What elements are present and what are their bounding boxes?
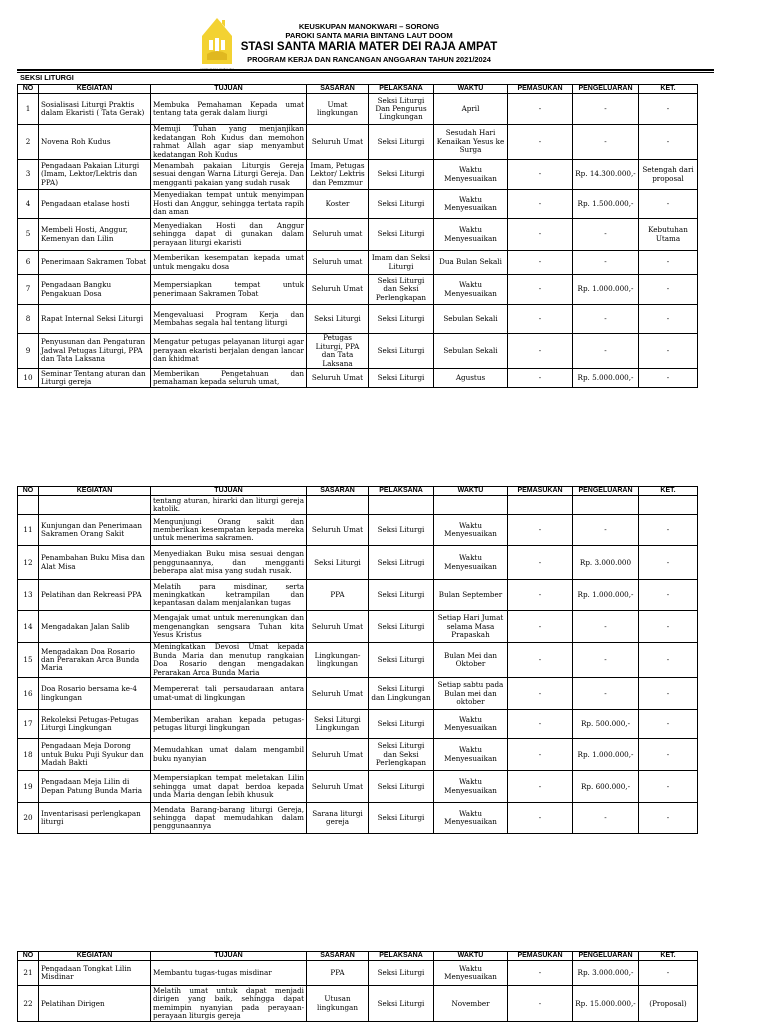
column-header-no: NO: [18, 85, 39, 94]
table-row: [18, 580, 698, 611]
cell-pengeluaran: Rp. 5.000.000,-: [573, 369, 639, 388]
cell-no: 14: [18, 611, 39, 643]
cell-pelaksana: Imam dan Seksi Liturgi: [369, 251, 434, 275]
cell-no: 18: [18, 739, 39, 771]
column-header-waktu: WAKTU: [434, 952, 508, 961]
column-header-pelaksana: PELAKSANA: [369, 952, 434, 961]
cell-ket: -: [639, 275, 698, 305]
cell-waktu: Waktu Menyesuaikan: [434, 771, 508, 803]
cell-kegiatan: Doa Rosario bersama ke-4 lingkungan: [39, 678, 151, 710]
cell-pengeluaran: -: [573, 125, 639, 160]
cell-pelaksana: Seksi Liturgi: [369, 125, 434, 160]
cell-waktu: Waktu Menyesuaikan: [434, 219, 508, 251]
cell-pemasukan: -: [508, 251, 573, 275]
cell-ket: -: [639, 305, 698, 334]
cell-pemasukan: -: [508, 334, 573, 369]
cell-tujuan: Menyediakan Hosti dan Anggur sehingga dapat di gunakan dalam perayaan liturgi ekaristi: [151, 219, 307, 251]
cell-waktu: Waktu Menyesuaikan: [434, 515, 508, 546]
cell-pelaksana: Seksi Liturgi dan Seksi Perlengkapan: [369, 739, 434, 771]
cell-pemasukan: -: [508, 125, 573, 160]
cell-no: 20: [18, 803, 39, 834]
cell-sasaran: Seluruh Umat: [307, 678, 369, 710]
column-header-no: NO: [18, 952, 39, 961]
header-divider-thin: [17, 72, 714, 73]
cell-no: 4: [18, 190, 39, 219]
cell-tujuan: Mempersiapkan tempat untuk penerimaan Sakramen Tobat: [151, 275, 307, 305]
column-header-pengeluaran: PENGELUARAN: [573, 85, 639, 94]
table-row: [18, 546, 698, 580]
column-header-pengeluaran: PENGELUARAN: [573, 487, 639, 496]
cell-no: 7: [18, 275, 39, 305]
cell-sasaran: PPA: [307, 961, 369, 986]
table-row: [18, 160, 698, 190]
cell-no: 5: [18, 219, 39, 251]
parish-name: PAROKI SANTA MARIA BINTANG LAUT DOOM: [285, 31, 453, 41]
cell-pemasukan: -: [508, 580, 573, 611]
cell-ket: -: [639, 678, 698, 710]
cell-sasaran: Petugas Liturgi, PPA dan Tata Laksana: [307, 334, 369, 369]
cell-no: 13: [18, 580, 39, 611]
table-row: [18, 305, 698, 334]
column-header-sasaran: SASARAN: [307, 952, 369, 961]
cell-sasaran: Seluruh Umat: [307, 369, 369, 388]
cell-pemasukan: -: [508, 275, 573, 305]
cell-sasaran: Sarana liturgi gereja: [307, 803, 369, 834]
cell-kegiatan: Rapat Internal Seksi Liturgi: [39, 305, 151, 334]
cell-pengeluaran: Rp. 500.000,-: [573, 710, 639, 739]
cell-pelaksana: Seksi Liturgi: [369, 986, 434, 1022]
cell-tujuan: Meningkatkan Devosi Umat kepada Bunda Maria dan menutup rangkaian Doa Rosario dengan mengadakan Perarakan Arca Bunda Maria: [151, 643, 307, 678]
cell-no: 9: [18, 334, 39, 369]
table-row: [18, 771, 698, 803]
column-header-waktu: WAKTU: [434, 487, 508, 496]
table-row: [18, 611, 698, 643]
cell-tujuan: Mengajak umat untuk merenungkan dan mengenangkan sengsara Tuhan kita Yesus Kristus: [151, 611, 307, 643]
continuation-row: [18, 496, 698, 515]
cell-pelaksana: Seksi Liturgi: [369, 515, 434, 546]
cell-ket: -: [639, 580, 698, 611]
cell-no: 15: [18, 643, 39, 678]
cell-tujuan: Membantu tugas-tugas misdinar: [151, 961, 307, 986]
cell-pengeluaran: Rp. 14.300.000,-: [573, 160, 639, 190]
cell-waktu: Setiap sabtu pada Bulan mei dan oktober: [434, 678, 508, 710]
cell-pengeluaran: -: [573, 643, 639, 678]
column-header-pemasukan: PEMASUKAN: [508, 952, 573, 961]
table-row: [18, 515, 698, 546]
cell-sasaran: Imam, Petugas Lektor/ Lektris dan Pemzmur: [307, 160, 369, 190]
column-header-tujuan: TUJUAN: [151, 85, 307, 94]
cell-pemasukan: -: [508, 305, 573, 334]
cell-ket: -: [639, 369, 698, 388]
cell-pengeluaran: -: [573, 94, 639, 125]
cell-kegiatan: Penambahan Buku Misa dan Alat Misa: [39, 546, 151, 580]
cell-no: 2: [18, 125, 39, 160]
cell-ket: -: [639, 803, 698, 834]
cell-waktu: Sebulan Sekali: [434, 334, 508, 369]
program-table-page-3: [17, 951, 698, 1022]
cell-no: 3: [18, 160, 39, 190]
column-header-pemasukan: PEMASUKAN: [508, 85, 573, 94]
cell-tujuan: Melatih para misdinar, serta meningkatkan ketrampilan dan kepantasan dalam menjalankan tugas: [151, 580, 307, 611]
column-header-kegiatan: KEGIATAN: [39, 952, 151, 961]
cell-sasaran: Lingkungan-lingkungan: [307, 643, 369, 678]
cell-tujuan: Menambah pakaian Liturgis Gereja sesuai dengan Warna Liturgi Gereja. Dan mengganti pakaian yang sudah rusak: [151, 160, 307, 190]
cell-waktu: Bulan September: [434, 580, 508, 611]
cell-waktu: Waktu Menyesuaikan: [434, 803, 508, 834]
column-header-tujuan: TUJUAN: [151, 952, 307, 961]
cell-pemasukan: -: [508, 190, 573, 219]
cell-pelaksana: Seksi Liturgi Dan Pengurus Lingkungan: [369, 94, 434, 125]
cell-pengeluaran: -: [573, 251, 639, 275]
cell-pelaksana: Seksi Liturgi: [369, 710, 434, 739]
document-subtitle: PROGRAM KERJA DAN RANCANGAN ANGGARAN TAHUN 2021/2024: [247, 55, 491, 65]
table-row: [18, 334, 698, 369]
cell-tujuan: Memberikan Pengetahuan dan pemahaman kepada seluruh umat,: [151, 369, 307, 388]
cell-pengeluaran: -: [573, 515, 639, 546]
cell-pemasukan: -: [508, 94, 573, 125]
cell-pemasukan: -: [508, 739, 573, 771]
cell-waktu: Agustus: [434, 369, 508, 388]
cell-pemasukan: -: [508, 643, 573, 678]
program-table-page-1: [17, 84, 698, 388]
cell-no: 6: [18, 251, 39, 275]
cell-pelaksana: Seksi Liturgi: [369, 305, 434, 334]
cell-tujuan: Mengevaluasi Program Kerja dan Membahas segala hal tentang liturgi: [151, 305, 307, 334]
cell-no: 22: [18, 986, 39, 1022]
cell-waktu: Waktu Menyesuaikan: [434, 190, 508, 219]
cell-pengeluaran: -: [573, 803, 639, 834]
table-row: [18, 803, 698, 834]
cell-sasaran: Umat lingkungan: [307, 94, 369, 125]
table-row: [18, 961, 698, 986]
cell-tujuan: Mempersiapkan tempat meletakan Lilin sehingga umat dapat berdoa kepada unda Maria dengan lebih khusuk: [151, 771, 307, 803]
cell-tujuan: Membuka Pemahaman Kepada umat tentang tata gerak dalam liurgi: [151, 94, 307, 125]
cell-sasaran: Utusan lingkungan: [307, 986, 369, 1022]
cell-pelaksana: Seksi Liturgi: [369, 219, 434, 251]
cell-pemasukan: -: [508, 771, 573, 803]
cell-kegiatan: Penyusunan dan Pengaturan Jadwal Petugas Liturgi, PPA dan Tata Laksana: [39, 334, 151, 369]
cell-kegiatan: Membeli Hosti, Anggur, Kemenyan dan Lilin: [39, 219, 151, 251]
cell-pelaksana: Seksi Liturgi: [369, 580, 434, 611]
cell-kegiatan: Pengadaan Tongkat Lilin Misdinar: [39, 961, 151, 986]
cell-sasaran: Seluruh Umat: [307, 125, 369, 160]
cell-waktu: Waktu Menyesuaikan: [434, 739, 508, 771]
cell-sasaran: Seksi Liturgi Lingkungan: [307, 710, 369, 739]
cell-pemasukan: -: [508, 160, 573, 190]
cell-ket: -: [639, 190, 698, 219]
cell-sasaran: PPA: [307, 580, 369, 611]
cell-ket: Setengah dari proposal: [639, 160, 698, 190]
cell-kegiatan: Inventarisasi perlengkapan liturgi: [39, 803, 151, 834]
table-row: [18, 643, 698, 678]
table-header-row: [18, 85, 698, 94]
cell-pengeluaran: Rp. 15.000.000,-: [573, 986, 639, 1022]
column-header-kegiatan: KEGIATAN: [39, 85, 151, 94]
cell-no: 19: [18, 771, 39, 803]
cell-kegiatan: Novena Roh Kudus: [39, 125, 151, 160]
cell-kegiatan: Kunjungan dan Penerimaan Sakramen Orang Sakit: [39, 515, 151, 546]
cell-pengeluaran: Rp. 3.000.000: [573, 546, 639, 580]
cell-pemasukan: -: [508, 369, 573, 388]
table-row: [18, 94, 698, 125]
cell-ket: -: [639, 739, 698, 771]
cell-tujuan: Menyediakan Buku misa sesuai dengan penggunaannya, dan mengganti beberapa alat misa yang sudah rusak.: [151, 546, 307, 580]
cell-tujuan: Mempererat tali persaudaraan antara umat-umat di lingkungan: [151, 678, 307, 710]
column-header-waktu: WAKTU: [434, 85, 508, 94]
table-row: [18, 125, 698, 160]
cell-pemasukan: -: [508, 219, 573, 251]
cell-tujuan: Mengatur petugas pelayanan liturgi agar perayaan ekaristi berjalan dengan lancar dan khidmat: [151, 334, 307, 369]
cell-no: 16: [18, 678, 39, 710]
cell-ket: -: [639, 611, 698, 643]
cell-pemasukan: -: [508, 546, 573, 580]
column-header-sasaran: SASARAN: [307, 85, 369, 94]
cell-ket: Kebutuhan Utama: [639, 219, 698, 251]
cell-pelaksana: Seksi Liturgi: [369, 961, 434, 986]
cell-no: 8: [18, 305, 39, 334]
cell-pengeluaran: Rp. 1.000.000,-: [573, 275, 639, 305]
cell-kegiatan: Pengadaan Meja Dorong untuk Buku Puji Syukur dan Madah Bakti: [39, 739, 151, 771]
cell-tujuan: Mendata Barang-barang liturgi Gereja, sehingga dapat memudahkan dalam penggunaannya: [151, 803, 307, 834]
cell-waktu: Waktu Menyesuaikan: [434, 546, 508, 580]
cell-pelaksana: Seksi Liturgi: [369, 369, 434, 388]
cell-pelaksana: Seksi Liturgi: [369, 643, 434, 678]
column-header-ket: KET.: [639, 952, 698, 961]
cell-sasaran: Seluruh umat: [307, 251, 369, 275]
table-row: [18, 219, 698, 251]
cell-waktu: November: [434, 986, 508, 1022]
cell-pengeluaran: -: [573, 305, 639, 334]
cell-pengeluaran: -: [573, 219, 639, 251]
cell-sasaran: Seluruh Umat: [307, 275, 369, 305]
table-row: [18, 739, 698, 771]
cell-ket: -: [639, 334, 698, 369]
table-header-row: [18, 952, 698, 961]
cell-waktu: Waktu Menyesuaikan: [434, 275, 508, 305]
cell-sasaran: Seluruh Umat: [307, 739, 369, 771]
cell-ket: -: [639, 515, 698, 546]
cell-ket: -: [639, 710, 698, 739]
cell-pemasukan: -: [508, 515, 573, 546]
cell-pengeluaran: Rp. 600.000,-: [573, 771, 639, 803]
cell-pemasukan: -: [508, 678, 573, 710]
table-row: [18, 678, 698, 710]
cell-pengeluaran: Rp. 1.500.000,-: [573, 190, 639, 219]
cell-waktu: Waktu Menyesuaikan: [434, 710, 508, 739]
column-header-pelaksana: PELAKSANA: [369, 487, 434, 496]
cell-no: 12: [18, 546, 39, 580]
cell-pemasukan: -: [508, 803, 573, 834]
column-header-no: NO: [18, 487, 39, 496]
program-table-page-2: [17, 486, 698, 834]
cell-sasaran: Seluruh umat: [307, 219, 369, 251]
cell-pelaksana: Seksi Liturgi dan Seksi Perlengkapan: [369, 275, 434, 305]
continuation-text: tentang aturan, hirarki dan liturgi gereja katolik.: [151, 496, 307, 515]
cell-pelaksana: Seksi Liturgi: [369, 160, 434, 190]
section-title: SEKSI LITURGI: [20, 73, 74, 82]
cell-pengeluaran: -: [573, 611, 639, 643]
cell-tujuan: Memudahkan umat dalam mengambil buku nyanyian: [151, 739, 307, 771]
cell-ket: -: [639, 94, 698, 125]
column-header-ket: KET.: [639, 487, 698, 496]
cell-ket: -: [639, 643, 698, 678]
cell-kegiatan: Pengadaan etalase hosti: [39, 190, 151, 219]
cell-kegiatan: Seminar Tentang aturan dan Liturgi gereja: [39, 369, 151, 388]
cell-sasaran: Seluruh Umat: [307, 771, 369, 803]
column-header-kegiatan: KEGIATAN: [39, 487, 151, 496]
cell-waktu: Waktu Menyesuaikan: [434, 961, 508, 986]
cell-pelaksana: Seksi Liturgi: [369, 190, 434, 219]
cell-waktu: Sebulan Sekali: [434, 305, 508, 334]
cell-sasaran: Seluruh Umat: [307, 611, 369, 643]
cell-tujuan: Memberikan kesempatan kepada umat untuk mengaku dosa: [151, 251, 307, 275]
column-header-pelaksana: PELAKSANA: [369, 85, 434, 94]
cell-sasaran: Seluruh Umat: [307, 515, 369, 546]
cell-no: 11: [18, 515, 39, 546]
column-header-sasaran: SASARAN: [307, 487, 369, 496]
cell-kegiatan: Pengadaan Meja Lilin di Depan Patung Bunda Maria: [39, 771, 151, 803]
cell-sasaran: Koster: [307, 190, 369, 219]
cell-tujuan: Melatih umat untuk dapat menjadi dirigen yang baik, sehingga dapat memimpin nyanyian pada perayaan-perayaan liturgis gereja: [151, 986, 307, 1022]
cell-tujuan: Menyediakan tempat untuk menyimpan Hosti dan Anggur, sehingga tertata rapih dan aman: [151, 190, 307, 219]
header-divider: [17, 69, 714, 71]
cell-pengeluaran: -: [573, 678, 639, 710]
cell-pelaksana: Seksi Liturgi: [369, 334, 434, 369]
table-row: [18, 251, 698, 275]
cell-tujuan: Mengunjungi Orang sakit dan memberikan kesempatan kepada mereka untuk menerima sakramen.: [151, 515, 307, 546]
cell-ket: -: [639, 961, 698, 986]
cell-kegiatan: Pengadaan Pakaian Liturgi (Imam, Lektor/Lektris dan PPA): [39, 160, 151, 190]
table-row: [18, 369, 698, 388]
cell-pelaksana: Seksi Litrugi: [369, 546, 434, 580]
cell-ket: -: [639, 125, 698, 160]
table-row: [18, 986, 698, 1022]
cell-ket: -: [639, 771, 698, 803]
column-header-tujuan: TUJUAN: [151, 487, 307, 496]
column-header-pemasukan: PEMASUKAN: [508, 487, 573, 496]
cell-sasaran: Seksi Liturgi: [307, 546, 369, 580]
cell-pengeluaran: Rp. 1.000.000,-: [573, 739, 639, 771]
cell-pengeluaran: Rp. 1.000.000,-: [573, 580, 639, 611]
cell-pemasukan: -: [508, 611, 573, 643]
cell-waktu: Bulan Mei dan Oktober: [434, 643, 508, 678]
cell-kegiatan: Mengadakan Jalan Salib: [39, 611, 151, 643]
column-header-ket: KET.: [639, 85, 698, 94]
cell-tujuan: Memberikan arahan kepada petugas-petugas liturgi lingkungan: [151, 710, 307, 739]
cell-pelaksana: Seksi Liturgi: [369, 803, 434, 834]
diocese-name: KEUSKUPAN MANOKWARI – SORONG: [298, 22, 440, 31]
cell-ket: -: [639, 251, 698, 275]
cell-sasaran: Seksi Liturgi: [307, 305, 369, 334]
cell-pengeluaran: Rp. 3.000.000,-: [573, 961, 639, 986]
cell-pengeluaran: -: [573, 334, 639, 369]
table-row: [18, 190, 698, 219]
cell-no: 10: [18, 369, 39, 388]
document-header: [0, 8, 768, 70]
document-title: STASI SANTA MARIA MATER DEI RAJA AMPAT: [240, 41, 498, 54]
cell-no: 21: [18, 961, 39, 986]
cell-kegiatan: Pelatihan dan Rekreasi PPA: [39, 580, 151, 611]
table-header-row: [18, 487, 698, 496]
column-header-pengeluaran: PENGELUARAN: [573, 952, 639, 961]
cell-tujuan: Memuji Tuhan yang menjanjikan kedatangan Roh Kudus dan memohon rahmat Allah agar siap menyambut kedatangan Roh Kudus: [151, 125, 307, 160]
cell-no: 17: [18, 710, 39, 739]
cell-waktu: Sesudah Hari Kenaikan Yesus ke Surga: [434, 125, 508, 160]
cell-kegiatan: Penerimaan Sakramen Tobat: [39, 251, 151, 275]
cell-ket: -: [639, 546, 698, 580]
cell-pelaksana: Seksi Liturgi dan Lingkungan: [369, 678, 434, 710]
cell-kegiatan: Rekoleksi Petugas-Petugas Liturgi Lingkungan: [39, 710, 151, 739]
cell-pelaksana: Seksi Liturgi: [369, 611, 434, 643]
cell-kegiatan: Pengadaan Bangku Pengakuan Dosa: [39, 275, 151, 305]
cell-pelaksana: Seksi Liturgi: [369, 771, 434, 803]
table-row: [18, 275, 698, 305]
cell-pemasukan: -: [508, 710, 573, 739]
cell-waktu: April: [434, 94, 508, 125]
cell-no: 1: [18, 94, 39, 125]
cell-waktu: Dua Bulan Sekali: [434, 251, 508, 275]
cell-ket: (Proposal): [639, 986, 698, 1022]
cell-waktu: Setiap Hari Jumat selama Masa Prapaskah: [434, 611, 508, 643]
cell-kegiatan: Mengadakan Doa Rosario dan Perarakan Arca Bunda Maria: [39, 643, 151, 678]
cell-pemasukan: -: [508, 986, 573, 1022]
cell-pemasukan: -: [508, 961, 573, 986]
cell-kegiatan: Sosialisasi Liturgi Praktis dalam Ekaristi ( Tata Gerak): [39, 94, 151, 125]
cell-waktu: Waktu Menyesuaikan: [434, 160, 508, 190]
cell-kegiatan: Pelatihan Dirigen: [39, 986, 151, 1022]
table-row: [18, 710, 698, 739]
